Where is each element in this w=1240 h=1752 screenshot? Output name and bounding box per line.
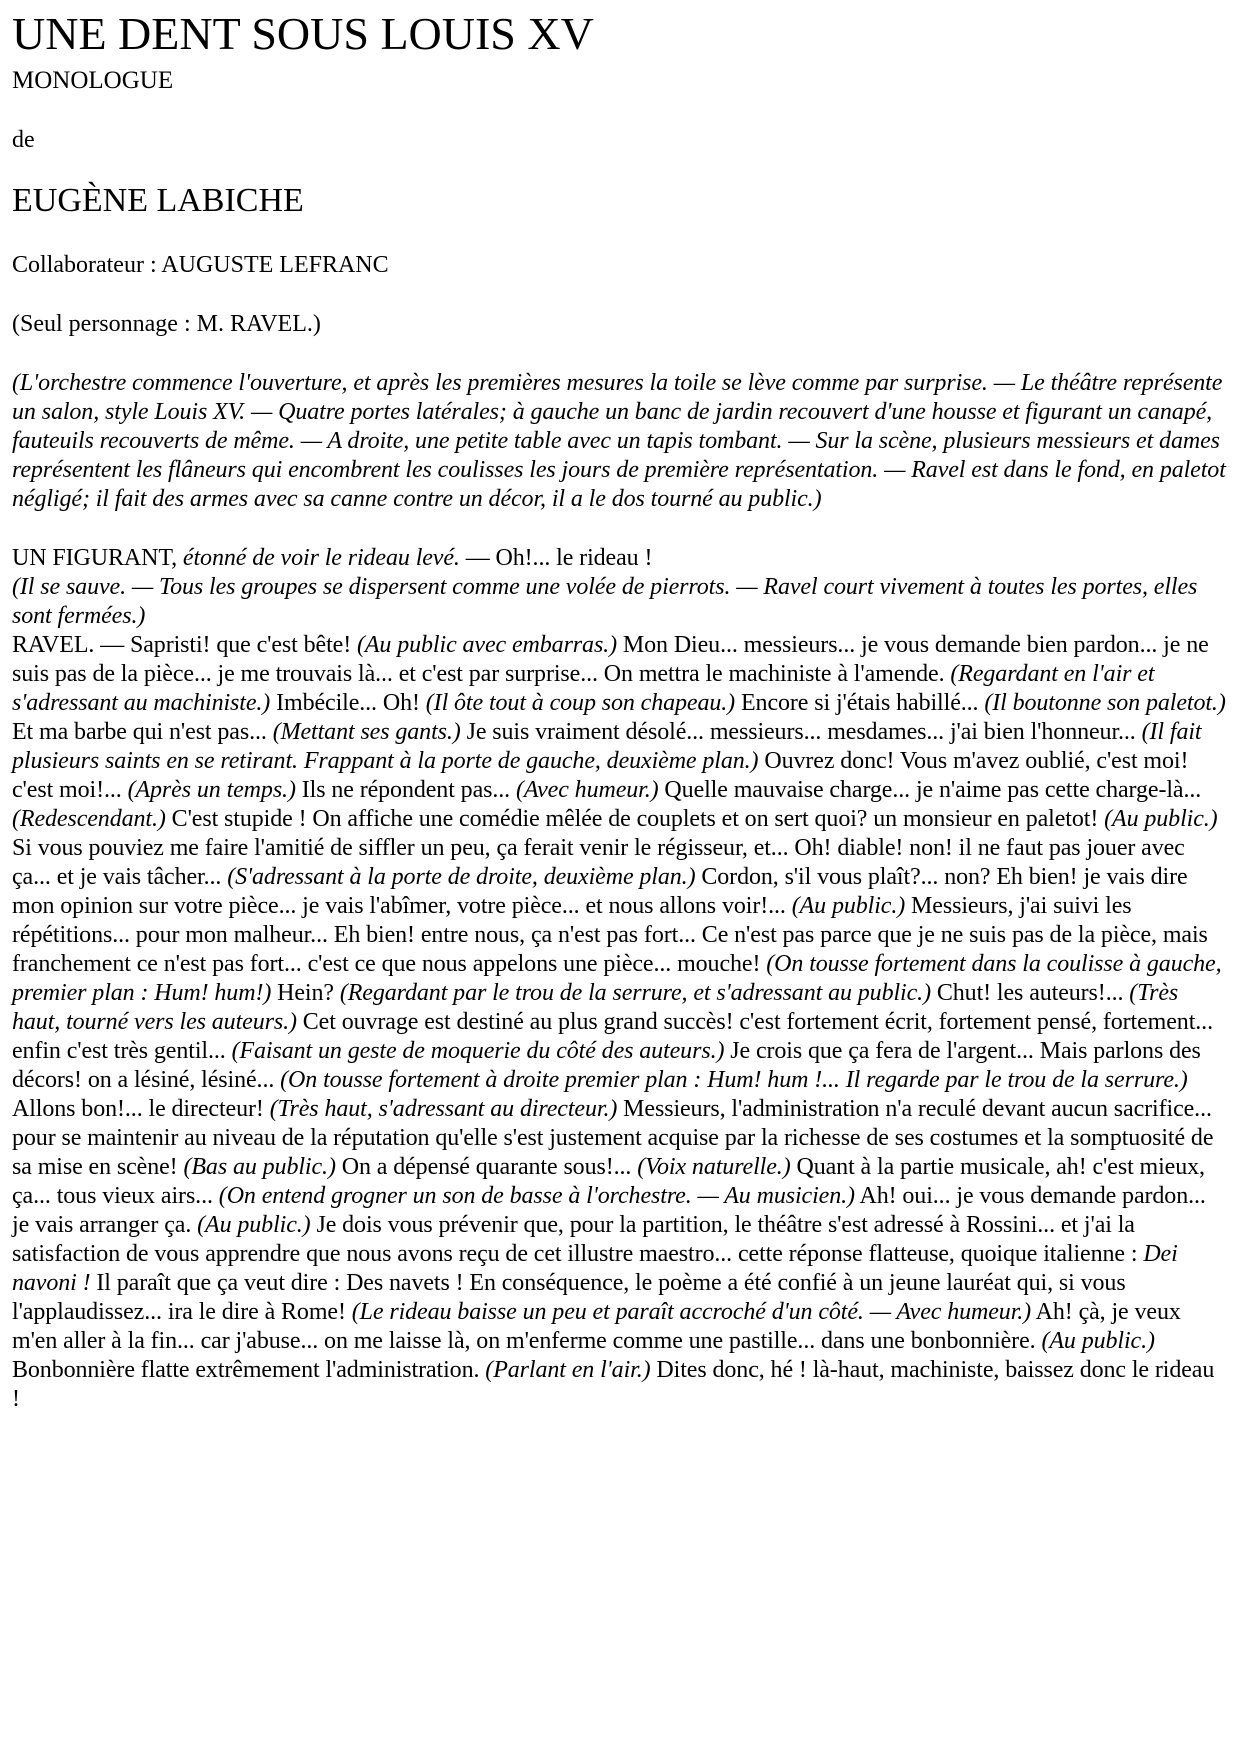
stage-direction-segment: (On entend grogner un son de basse à l'orchestre. — Au musicien.) [218, 1183, 855, 1209]
dialogue-segment: Cordon, s'il vous plaît?... non? Eh bien! je vais dire mon opinion sur votre pièce... je vais l'abîmer, votre pièce... et nous allons voir!... [12, 864, 1188, 919]
stage-direction-segment: (Très haut, s'adressant au directeur.) [269, 1096, 618, 1122]
dialogue-segment: Encore si j'étais habillé... [735, 690, 985, 716]
dialogue-segment: UN FIGURANT, [12, 545, 183, 571]
stage-direction-segment: étonné de voir le rideau levé. [182, 545, 460, 571]
dialogue-segment: Ah! çà, je veux m'en aller à la fin... car j'abuse... on me laisse là, on m'enferme comme une pastille... dans une bonbonnière. [12, 1299, 1181, 1354]
dialogue-segment: Allons bon!... le directeur! [12, 1096, 270, 1122]
dialogue-segment: Chut! les auteurs!... [930, 980, 1130, 1006]
dialogue-segment: Quelle mauvaise charge... je n'aime pas cette charge-là... [658, 777, 1202, 803]
stage-direction-segment: (Très haut, tourné vers les auteurs.) [12, 980, 1179, 1035]
stage-direction-opening [12, 369, 1228, 514]
dialogue-segment: Quant à la partie musicale, ah! c'est mieux, ça... tous vieux airs... [12, 1154, 1205, 1209]
stage-direction-segment: (Regardant en l'air et s'adressant au machiniste.) [12, 661, 1155, 716]
stage-direction-segment: (Avec humeur.) [515, 777, 659, 803]
stage-direction-segment: (Mettant ses gants.) [272, 719, 461, 745]
stage-direction-segment: (Au public.) [197, 1212, 311, 1238]
page-title: UNE DENT SOUS LOUIS XV [12, 8, 594, 59]
dialogue-segment: Messieurs, j'ai suivi les répétitions... pour mon malheur... Eh bien! entre nous, ça n'est pas fort... Ce n'est pas parce que je ne suis pas de la pièce, mais franchement ce n'est pas fort... c'est ce que nous appelons une pièce... mouche! [12, 893, 1208, 977]
dialogue-segment: Ah! oui... je vous demande pardon... je vais arranger ça. [12, 1183, 1206, 1238]
body-paragraphs [12, 369, 1228, 1414]
dialogue-segment: Cet ouvrage est destiné au plus grand succès! c'est fortement écrit, fortement pensé, fortement... enfin c'est très gentil... [12, 1009, 1213, 1064]
stage-direction-segment: (Le rideau baisse un peu et paraît accroché d'un côté. — Avec humeur.) [351, 1299, 1032, 1325]
dialogue-segment: Dites donc, hé ! là-haut, machiniste, baissez donc le rideau ! [12, 1357, 1215, 1412]
stage-direction-segment: Dei navoni ! [12, 1241, 1178, 1296]
dialogue-segment: RAVEL. — Sapristi! que c'est bête! [12, 632, 357, 658]
dialogue-segment: Je crois que ça fera de l'argent... Mais parlons des décors! on a lésiné, lésiné... [12, 1038, 1201, 1093]
stage-direction-segment: (Il ôte tout à coup son chapeau.) [425, 690, 736, 716]
stage-direction-segment: (Bas au public.) [183, 1154, 336, 1180]
stage-direction-segment: (Regardant par le trou de la serrure, et s'adressant au public.) [339, 980, 931, 1006]
dialogue-segment: — Oh!... le rideau ! [459, 545, 653, 571]
stage-direction-segment: (Parlant en l'air.) [485, 1357, 651, 1383]
dialogue-segment: Imbécile... Oh! [270, 690, 426, 716]
dialogue-segment: Je dois vous prévenir que, pour la partition, le théâtre s'est adressé à Rossini... et j'ai la satisfaction de vous apprendre que nous avons reçu de cet illustre maestro... cette réponse flatteuse, quoique italienne : [12, 1212, 1144, 1267]
character-note: (Seul personnage : M. RAVEL.) [12, 311, 321, 337]
stage-direction-segment: (Redescendant.) [12, 806, 166, 832]
stage-direction-segment: (S'adressant à la porte de droite, deuxième plan.) [227, 864, 696, 890]
author-name: EUGÈNE LABICHE [12, 182, 304, 219]
stage-direction-segment: (Il fait plusieurs saints en se retirant. Frappant à la porte de gauche, deuxième plan.) [12, 719, 1202, 774]
collaborator-line: Collaborateur : AUGUSTE LEFRANC [12, 252, 389, 278]
dialogue-segment: Je suis vraiment désolé... messieurs... mesdames... j'ai bien l'honneur... [460, 719, 1142, 745]
stage-direction-segment: (Au public.) [1041, 1328, 1155, 1354]
dialogue-segment: Bonbonnière flatte extrêmement l'administration. [12, 1357, 486, 1383]
dialogue-segment: Mon Dieu... messieurs... je vous demande bien pardon... je ne suis pas de la pièce... je me trouvais là... et c'est par surprise... On mettra le machiniste à l'amende. [12, 632, 1209, 687]
stage-direction-segment: (Au public.) [791, 893, 906, 919]
ravel-monologue [12, 631, 1228, 1414]
dialogue-segment: Ils ne répondent pas... [295, 777, 516, 803]
dialogue-segment: Et ma barbe qui n'est pas... [12, 719, 273, 745]
dialogue-segment: Hein? [271, 980, 340, 1006]
stage-direction-segment: (Il se sauve. — Tous les groupes se dispersent comme une volée de pierrots. — Ravel court vivement à toutes les portes, elles sont fermées.) [12, 574, 1198, 629]
stage-direction-segment: (Après un temps.) [127, 777, 296, 803]
byline-de: de [12, 127, 35, 153]
subtitle-monologue: MONOLOGUE [12, 67, 174, 94]
dialogue-segment: Il paraît que ça veut dire : Des navets ! En conséquence, le poème a été confié à un jeune lauréat qui, si vous l'applaudissez... ira le dire à Rome! [12, 1270, 1126, 1325]
figurant-line [12, 544, 1228, 573]
dialogue-segment: On a dépensé quarante sous!... [335, 1154, 638, 1180]
dialogue-segment: C'est stupide ! On affiche une comédie mêlée de couplets et on sert quoi? un monsieur en paletot! [165, 806, 1105, 832]
stage-direction-segment: (On tousse fortement à droite premier plan : Hum! hum !... Il regarde par le trou de la serrure.) [280, 1067, 1188, 1093]
stage-direction-segment: (L'orchestre commence l'ouverture, et après les premières mesures la toile se lève comme par surprise. — Le théâtre représente un salon, style Louis XV. — Quatre portes latérales; à gauche un banc de jardin recouvert d'une housse et figurant un canapé, fauteuils recouverts de même. — A droite, une petite table avec un tapis tombant. — Sur la scène, plusieurs messieurs et dames représentent les flâneurs qui encombrent les coulisses les jours de première représentation. — Ravel est dans le fond, en paletot négligé; il fait des armes avec sa canne contre un décor, il a le dos tourné au public.) [12, 370, 1226, 512]
dialogue-segment: Messieurs, l'administration n'a reculé devant aucun sacrifice... pour se maintenir au niveau de la réputation qu'elle s'est justement acquise par la richesse de ses costumes et la somptuosité de sa mise en scène! [12, 1096, 1214, 1180]
stage-direction-segment: (Faisant un geste de moquerie du côté des auteurs.) [231, 1038, 725, 1064]
stage-direction-il-se-sauve [12, 573, 1228, 631]
stage-direction-segment: (On tousse fortement dans la coulisse à gauche, premier plan : Hum! hum!) [12, 951, 1222, 1006]
stage-direction-segment: (Au public avec embarras.) [356, 632, 617, 658]
stage-direction-segment: (Voix naturelle.) [637, 1154, 791, 1180]
dialogue-segment: Si vous pouviez me faire l'amitié de siffler un peu, ça ferait venir le régisseur, et... Oh! diable! non! il ne faut pas jouer avec ça... et je vais tâcher... [12, 835, 1185, 890]
stage-direction-segment: (Au public.) [1104, 806, 1218, 832]
stage-direction-segment: (Il boutonne son paletot.) [984, 690, 1226, 716]
dialogue-segment: Ouvrez donc! Vous m'avez oublié, c'est moi! c'est moi!... [12, 748, 1189, 803]
